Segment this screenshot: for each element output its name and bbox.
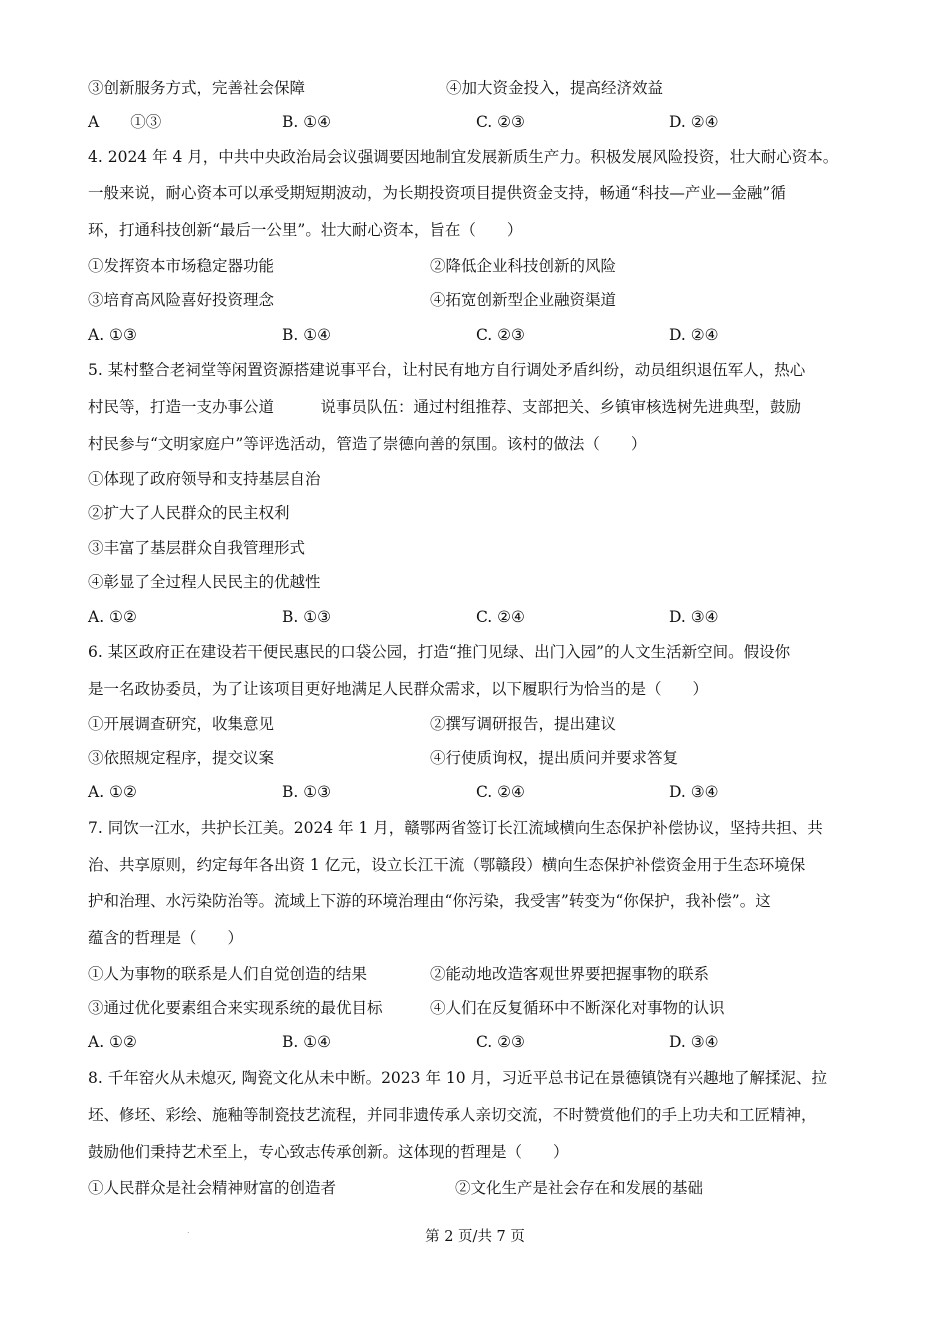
q3-answer-c: C. ②③ xyxy=(476,113,525,131)
page-number-footer: 第 2 页/共 7 页 xyxy=(425,1229,525,1245)
q6-stem-line-2: 是一名政协委员，为了让该项目更好地满足人民群众需求，以下履职行为恰当的是（ ） xyxy=(88,680,709,698)
q7-answer-c: C. ②③ xyxy=(476,1033,525,1051)
footer-mark: . xyxy=(187,1226,190,1235)
q8-stem-line-1: 8. 千年窑火从未熄灭, 陶瓷文化从未中断。2023 年 10 月，习近平总书记在景德镇饶有兴趣地了解揉泥、拉 xyxy=(88,1069,828,1087)
q7-stem-line-1: 7. 同饮一江水，共护长江美。2024 年 1 月，赣鄂两省签订长江流域横向生态保护补偿协议，坚持共担、共 xyxy=(88,819,823,837)
q8-stem-line-3: 鼓励他们秉持艺术至上，专心致志传承创新。这体现的哲理是（ ） xyxy=(88,1143,569,1161)
q7-answer-d: D. ③④ xyxy=(669,1033,719,1051)
q7-stem-line-2: 治、共享原则，约定每年各出资 1 亿元，设立长江干流（鄂赣段）横向生态保护补偿资金用于生态环境保 xyxy=(88,856,806,874)
q4-stem-line-2: 一般来说，耐心资本可以承受期短期波动，为长期投资项目提供资金支持，畅通“科技—产业—金融”循 xyxy=(88,184,786,202)
q6-option-1: ①开展调查研究，收集意见 xyxy=(88,715,275,733)
q3-answer-a: A ①③ xyxy=(88,113,162,131)
q6-answer-b: B. ①③ xyxy=(282,783,332,801)
q5-stem-line-1: 5. 某村整合老祠堂等闲置资源搭建说事平台，让村民有地方自行调处矛盾纠纷，动员组织退伍军人，热心 xyxy=(88,361,806,379)
q7-stem-line-3: 护和治理、水污染防治等。流域上下游的环境治理由“你污染，我受害”转变为“你保护，我补偿”。这 xyxy=(88,892,771,910)
q6-answer-a: A. ①② xyxy=(88,783,137,801)
q7-option-2: ②能动地改造客观世界要把握事物的联系 xyxy=(430,965,710,983)
q6-answer-d: D. ③④ xyxy=(669,783,719,801)
q3-answer-d: D. ②④ xyxy=(669,113,719,131)
q5-stem-line-3: 村民参与“文明家庭户”等评选活动，管造了崇德向善的氛围。该村的做法（ ） xyxy=(88,435,647,453)
q7-answer-a: A. ①② xyxy=(88,1033,137,1051)
q3-option-4: ④加大资金投入，提高经济效益 xyxy=(446,79,664,97)
q6-answer-c: C. ②④ xyxy=(476,783,525,801)
q4-answer-d: D. ②④ xyxy=(669,326,719,344)
q7-option-4: ④人们在反复循环中不断深化对事物的认识 xyxy=(430,999,725,1017)
q7-option-1: ①人为事物的联系是人们自觉创造的结果 xyxy=(88,965,368,983)
q6-option-4: ④行使质询权，提出质问并要求答复 xyxy=(430,749,679,767)
q4-option-3: ③培育高风险喜好投资理念 xyxy=(88,291,275,309)
q8-option-1: ①人民群众是社会精神财富的创造者 xyxy=(88,1179,337,1197)
q5-answer-a: A. ①② xyxy=(88,608,137,626)
q6-option-3: ③依照规定程序，提交议案 xyxy=(88,749,275,767)
q7-option-3: ③通过优化要素组合来实现系统的最优目标 xyxy=(88,999,383,1017)
q3-answer-b: B. ①④ xyxy=(282,113,332,131)
q4-option-1: ①发挥资本市场稳定器功能 xyxy=(88,257,275,275)
q4-stem-line-1: 4. 2024 年 4 月，中共中央政治局会议强调要因地制宜发展新质生产力。积极发展风险投资，壮大耐心资本。 xyxy=(88,148,839,166)
q4-stem-line-3: 环，打通科技创新“最后一公里”。壮大耐心资本，旨在（ ） xyxy=(88,221,523,239)
q5-option-4: ④彰显了全过程人民民主的优越性 xyxy=(88,573,321,591)
q8-option-2: ②文化生产是社会存在和发展的基础 xyxy=(455,1179,704,1197)
q5-option-3: ③丰富了基层群众自我管理形式 xyxy=(88,539,306,557)
q5-answer-d: D. ③④ xyxy=(669,608,719,626)
q4-answer-a: A. ①③ xyxy=(88,326,137,344)
q7-answer-b: B. ①④ xyxy=(282,1033,332,1051)
q4-answer-c: C. ②③ xyxy=(476,326,525,344)
q4-option-2: ②降低企业科技创新的风险 xyxy=(430,257,617,275)
q7-stem-line-4: 蕴含的哲理是（ ） xyxy=(88,929,244,947)
q5-option-1: ①体现了政府领导和支持基层自治 xyxy=(88,470,321,488)
q5-stem-line-2: 村民等，打造一支办事公道 说事员队伍：通过村组推荐、支部把关、乡镇审核选树先进典型，鼓励 xyxy=(88,398,802,416)
q6-option-2: ②撰写调研报告，提出建议 xyxy=(430,715,617,733)
q6-stem-line-1: 6. 某区政府正在建设若干便民惠民的口袋公园，打造“推门见绿、出门入园”的人文生活新空间。假设你 xyxy=(88,643,791,661)
q4-answer-b: B. ①④ xyxy=(282,326,332,344)
q8-stem-line-2: 坯、修坯、彩绘、施釉等制瓷技艺流程，并同非遗传承人亲切交流，不时赞赏他们的手上功夫和工匠精神， xyxy=(88,1106,817,1124)
q4-option-4: ④拓宽创新型企业融资渠道 xyxy=(430,291,617,309)
q5-option-2: ②扩大了人民群众的民主权利 xyxy=(88,504,290,522)
q5-answer-c: C. ②④ xyxy=(476,608,525,626)
q3-option-3: ③创新服务方式，完善社会保障 xyxy=(88,79,306,97)
q5-answer-b: B. ①③ xyxy=(282,608,332,626)
